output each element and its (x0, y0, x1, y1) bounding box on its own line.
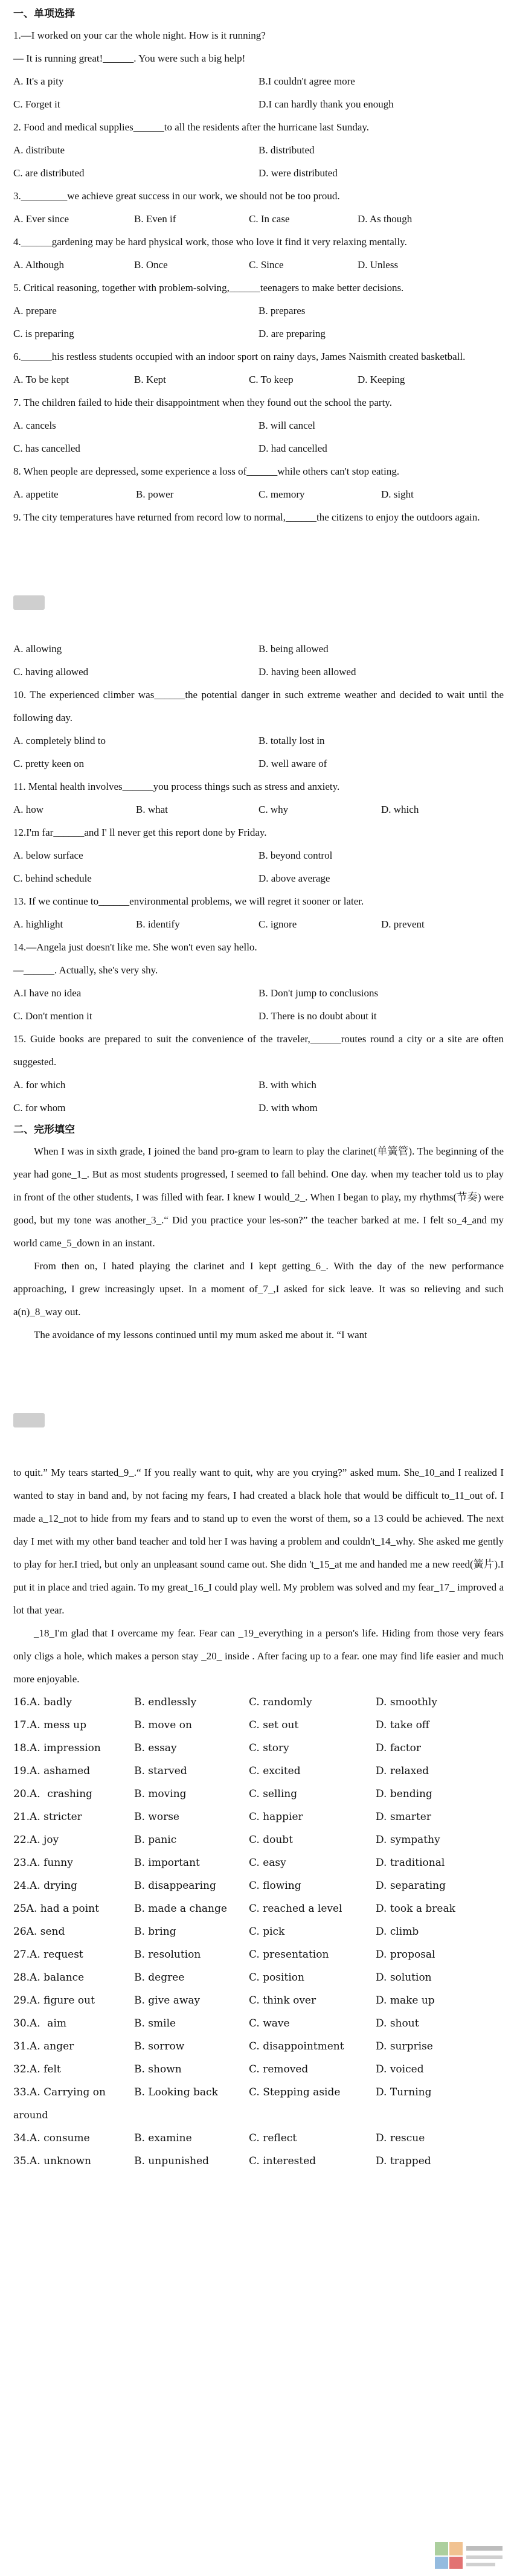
option-c: C. Since (249, 259, 284, 271)
cloze-option: B. move on (134, 1719, 192, 1731)
cloze-option-row (13, 1989, 504, 2012)
cloze-option: D. factor (376, 1742, 421, 1754)
cloze-option-row (13, 2035, 504, 2058)
option-c: C. Don't mention it (13, 1010, 92, 1022)
question-stem: 13. If we continue to______environmental problems, we will regret it sooner or later. (13, 896, 364, 907)
option-c: C. has cancelled (13, 443, 80, 454)
option-c: C. Forget it (13, 98, 60, 110)
option-c: C. In case (249, 213, 290, 225)
question-8 (13, 460, 504, 506)
cloze-option: D. shout (376, 2017, 419, 2030)
cloze-option: 32.A. felt (13, 2063, 61, 2075)
option-c: C. memory (258, 489, 305, 500)
question-11 (13, 775, 504, 821)
question-stem: 15. Guide books are prepared to suit the convenience of the traveler,______routes round a city or a site are often suggested. (13, 1033, 504, 1068)
question-3 (13, 185, 504, 231)
cloze-paragraph-1: When I was in sixth grade, I joined the band pro-gram to learn to play the clarinet(单簧管). The beginning of the year had gone_1_. But as most students progressed, I seemed to fall behind. One day. when my teacher told us to play in front of the other students, I was filled with fear. I knew I would_2_. When I began to play, my rhythms(节奏) were good, but my tone was another_3_.“ Did you practice your les-son?” the teacher barked at me. I felt so_4_and my world came_5_down in an instant. (13, 1145, 504, 1249)
cloze-option: D. separating (376, 1880, 446, 1892)
option-a: A. appetite (13, 489, 59, 500)
option-d: D. Unless (358, 259, 399, 271)
option-a: A. how (13, 804, 44, 815)
option-a: A. Ever since (13, 213, 69, 225)
cloze-option: C. disappointment (249, 2040, 344, 2052)
cloze-option: B. endlessly (134, 1696, 197, 1708)
cloze-option: 26A. send (13, 1926, 65, 1938)
site-logo-watermark (434, 2540, 506, 2571)
option-a: A. To be kept (13, 374, 69, 385)
cloze-option: 31.A. anger (13, 2040, 74, 2052)
cloze-option: B. smile (134, 2017, 176, 2030)
option-d: D. sight (381, 489, 414, 500)
cloze-option-row (13, 1805, 504, 1828)
cloze-option: C. wave (249, 2017, 290, 2030)
option-c: C. why (258, 804, 289, 815)
cloze-paragraph-3-cont: to quit.” My tears started_9_.“ If you really want to quit, why are you crying?” asked mum. She_10_and I realized I wanted to stay in band and, by not facing my fears, I had created a black hole that would be difficult to_11_out of. I made a_12_not to hide from my fears and to stand up to even the worst of them, so a 13 could be achieved. The next day I met with my other band teacher and told her I was having a problem and couldn't_14_why. She asked me gently to play for her.I tried, but only an unpleasant sound came out. She didn 't_15_at me and handed me a new reed(簧片).I put it in place and tried again. To my great_16_I could play well. My problem was solved and my fear_17_ improved a lot that year. (13, 1467, 504, 1616)
cloze-option-row (13, 1714, 504, 1737)
cloze-option-row (13, 1966, 504, 1989)
cloze-option-row (13, 1920, 504, 1943)
option-b: B.I couldn't agree more (258, 75, 355, 87)
option-c: C. ignore (258, 918, 297, 930)
cloze-option: D. solution (376, 1972, 432, 1984)
cloze-option: C. think over (249, 1994, 316, 2007)
cloze-option: C. doubt (249, 1834, 293, 1846)
cloze-option: 19.A. ashamed (13, 1765, 91, 1777)
cloze-option: C. set out (249, 1719, 299, 1731)
option-d: D. are preparing (258, 328, 326, 339)
question-stem-reply: — It is running great!______. You were such a big help! (13, 53, 246, 64)
option-b: B. power (136, 489, 174, 500)
option-b: B. with which (258, 1079, 316, 1091)
cloze-option: 21.A. stricter (13, 1811, 82, 1823)
cloze-option: D. make up (376, 1994, 435, 2007)
option-b: B. distributed (258, 144, 315, 156)
cloze-option: C. presentation (249, 1949, 329, 1961)
cloze-option-row (13, 1828, 504, 1851)
cloze-option: B. worse (134, 1811, 179, 1823)
option-c: C. behind schedule (13, 873, 92, 884)
cloze-option: B. made a change (134, 1903, 227, 1915)
cloze-paragraph-4: _18_I'm glad that I overcame my fear. Fear can _19_everything in a person's life. Hiding from those very fears only cligs a hole, which makes a person stay _20_ inside . After facing up to a fear. one may find life easier and much more enjoyable. (13, 1627, 504, 1685)
question-stem: 12.I'm far______and I' ll never get this report done by Friday. (13, 827, 267, 838)
cloze-option: C. reached a level (249, 1903, 342, 1915)
option-d: D. well aware of (258, 758, 327, 769)
cloze-option: 35.A. unknown (13, 2155, 92, 2167)
cloze-option: D. voiced (376, 2063, 424, 2075)
cloze-option-row (13, 2150, 504, 2173)
cloze-option: 17.A. mess up (13, 1719, 86, 1731)
option-c: C. is preparing (13, 328, 74, 339)
option-d: D. had cancelled (258, 443, 327, 454)
cloze-option: 25A. had a point (13, 1903, 99, 1915)
option-c: C. pretty keen on (13, 758, 85, 769)
question-14 (13, 936, 504, 1028)
option-b: B. being allowed (258, 643, 329, 655)
question-4 (13, 231, 504, 277)
question-stem-reply: —______. Actually, she's very shy. (13, 964, 158, 976)
cloze-option: C. reflect (249, 2132, 297, 2144)
page-break-gap (13, 529, 504, 638)
option-d: D. There is no doubt about it (258, 1010, 377, 1022)
option-d: D. above average (258, 873, 330, 884)
cloze-option-row (13, 1874, 504, 1897)
cloze-option: C. Stepping aside (249, 2086, 341, 2098)
cloze-paragraph-3-start: The avoidance of my lessons continued until my mum asked me about it. “I want (34, 1329, 367, 1341)
option-b: B. Don't jump to conclusions (258, 987, 379, 999)
cloze-option: D. traditional (376, 1857, 445, 1869)
cloze-option: C. selling (249, 1788, 298, 1800)
cloze-option-row (13, 2058, 504, 2081)
cloze-option: C. position (249, 1972, 304, 1984)
cloze-option: C. removed (249, 2063, 309, 2075)
cloze-option: D. surprise (376, 2040, 433, 2052)
option-a: A. cancels (13, 420, 56, 431)
cloze-option: C. randomly (249, 1696, 312, 1708)
question-1 (13, 24, 504, 116)
cloze-option-row (13, 2081, 504, 2104)
option-a: A. completely blind to (13, 735, 106, 746)
question-2 (13, 116, 504, 185)
cloze-option: C. easy (249, 1857, 286, 1869)
option-a: A.I have no idea (13, 987, 82, 999)
section-title-cloze: 二、完形填空 (13, 1124, 75, 1136)
option-a: A. highlight (13, 918, 63, 930)
option-a: A. It's a pity (13, 75, 64, 87)
cloze-option: D. took a break (376, 1903, 455, 1915)
question-13 (13, 890, 504, 936)
cloze-option-row (13, 1760, 504, 1783)
option-b: B. prepares (258, 305, 306, 316)
question-stem: 8. When people are depressed, some experience a loss of______while others can't stop eating. (13, 466, 400, 477)
cloze-option: B. Looking back (134, 2086, 218, 2098)
cloze-option-row (13, 2012, 504, 2035)
question-15 (13, 1028, 504, 1120)
cloze-option: B. important (134, 1857, 200, 1869)
question-stem: 2. Food and medical supplies______to all the residents after the hurricane last Sunday. (13, 121, 370, 133)
question-stem: 6.______his restless students occupied with an indoor sport on rainy days, James Naismith created basketball. (13, 351, 466, 362)
cloze-option: 24.A. drying (13, 1880, 78, 1892)
cloze-option: 34.A. consume (13, 2132, 90, 2144)
cloze-option: 28.A. balance (13, 1972, 85, 1984)
option-c: C. having allowed (13, 666, 89, 678)
cloze-option: C. story (249, 1742, 289, 1754)
cloze-option: B. shown (134, 2063, 182, 2075)
option-d: D. which (381, 804, 419, 815)
option-d: D. having been allowed (258, 666, 356, 678)
option-a: A. below surface (13, 850, 83, 861)
cloze-option: C. interested (249, 2155, 316, 2167)
cloze-option: D. trapped (376, 2155, 431, 2167)
cloze-option-continuation: around (13, 2109, 48, 2121)
option-c: C. are distributed (13, 167, 85, 179)
cloze-option: B. resolution (134, 1949, 201, 1961)
cloze-option-row (13, 1897, 504, 1920)
cloze-option: 22.A. joy (13, 1834, 59, 1846)
question-9 (13, 506, 504, 529)
option-c: C. To keep (249, 374, 294, 385)
option-c: C. for whom (13, 1102, 66, 1113)
option-b: B. Kept (134, 374, 166, 385)
option-a: A. for which (13, 1079, 66, 1091)
scan-mark (13, 595, 45, 610)
question-stem: 9. The city temperatures have returned from record low to normal,______the citizens to enjoy the outdoors again. (13, 511, 480, 523)
cloze-option: C. flowing (249, 1880, 301, 1892)
cloze-option: C. happier (249, 1811, 303, 1823)
section-title-multiple-choice: 一、单项选择 (13, 8, 75, 20)
option-b: B. identify (136, 918, 180, 930)
cloze-option: B. examine (134, 2132, 192, 2144)
cloze-option: 29.A. figure out (13, 1994, 95, 2007)
option-a: A. distribute (13, 144, 65, 156)
cloze-option-row (13, 2127, 504, 2150)
question-stem: 4.______gardening may be hard physical work, those who love it find it very relaxing mentally. (13, 236, 407, 248)
cloze-option: D. take off (376, 1719, 429, 1731)
cloze-option: D. smoothly (376, 1696, 437, 1708)
cloze-option: 30.A．aim (13, 2017, 67, 2030)
cloze-option: D. proposal (376, 1949, 435, 1961)
cloze-option: 27.A. request (13, 1949, 83, 1961)
cloze-option: B. give away (134, 1994, 201, 2007)
cloze-option: B. sorrow (134, 2040, 185, 2052)
cloze-option: 16.A. badly (13, 1696, 72, 1708)
cloze-option-row (13, 1691, 504, 1714)
question-stem: 11. Mental health involves______you process things such as stress and anxiety. (13, 781, 340, 792)
question-stem: 5. Critical reasoning, together with problem-solving,______teenagers to make better decisions. (13, 282, 404, 293)
option-a: A. allowing (13, 643, 62, 655)
cloze-option: D. smarter (376, 1811, 431, 1823)
cloze-option-row (13, 1783, 504, 1805)
question-6 (13, 345, 504, 391)
cloze-option: 23.A. funny (13, 1857, 73, 1869)
cloze-option: D. rescue (376, 2132, 425, 2144)
question-7 (13, 391, 504, 460)
cloze-option: D. relaxed (376, 1765, 429, 1777)
cloze-option: 18.A. impression (13, 1742, 101, 1754)
cloze-paragraph-2: From then on, I hated playing the clarinet and I kept getting_6_. With the day of the new performance approaching, I grew increasingly upset. In a moment of_7_,I asked for sick leave. It was so relieving and such a(n)_8_way out. (13, 1260, 504, 1318)
option-a: A. Although (13, 259, 65, 271)
cloze-option-row (13, 1737, 504, 1760)
option-b: B. will cancel (258, 420, 315, 431)
cloze-option-row (13, 1943, 504, 1966)
option-b: B. Once (134, 259, 168, 271)
cloze-option: B. bring (134, 1926, 176, 1938)
option-d: D. As though (358, 213, 413, 225)
option-b: B. beyond control (258, 850, 333, 861)
option-b: B. what (136, 804, 168, 815)
option-d: D. were distributed (258, 167, 338, 179)
question-stem: 3._________we achieve great success in our work, we should not be too proud. (13, 190, 340, 202)
cloze-option: B. degree (134, 1972, 185, 1984)
cloze-option: D. sympathy (376, 1834, 440, 1846)
option-d: D. Keeping (358, 374, 405, 385)
question-10 (13, 684, 504, 775)
option-d: D.I can hardly thank you enough (258, 98, 394, 110)
question-12 (13, 821, 504, 890)
option-a: A. prepare (13, 305, 57, 316)
cloze-option: B. panic (134, 1834, 177, 1846)
cloze-option: B. disappearing (134, 1880, 216, 1892)
cloze-option: B. moving (134, 1788, 187, 1800)
option-d: D. prevent (381, 918, 425, 930)
cloze-option: 20.A．crashing (13, 1788, 93, 1800)
option-b: B. totally lost in (258, 735, 325, 746)
cloze-option: D. Turning (376, 2086, 432, 2098)
option-b: B. Even if (134, 213, 176, 225)
question-stem: 10. The experienced climber was______the potential danger in such extreme weather and decided to wait until the following day. (13, 689, 504, 723)
cloze-options-list (13, 1691, 504, 2173)
cloze-option: B. essay (134, 1742, 177, 1754)
scan-mark (13, 1413, 45, 1427)
question-5 (13, 277, 504, 345)
question-stem: 1.—I worked on your car the whole night. How is it running? (13, 30, 266, 41)
cloze-option: D. bending (376, 1788, 432, 1800)
cloze-option: 33.A. Carrying on (13, 2086, 106, 2098)
cloze-option: B. unpunished (134, 2155, 210, 2167)
page-break-gap (13, 1347, 504, 1461)
question-9-options (13, 638, 504, 684)
cloze-option-row (13, 1851, 504, 1874)
question-stem: 7. The children failed to hide their disappointment when they found out the school the party. (13, 397, 392, 408)
cloze-option: B. starved (134, 1765, 187, 1777)
cloze-option: D. climb (376, 1926, 419, 1938)
question-stem: 14.—Angela just doesn't like me. She won't even say hello. (13, 941, 257, 953)
cloze-option: C. pick (249, 1926, 285, 1938)
cloze-option: C. excited (249, 1765, 301, 1777)
option-d: D. with whom (258, 1102, 318, 1113)
